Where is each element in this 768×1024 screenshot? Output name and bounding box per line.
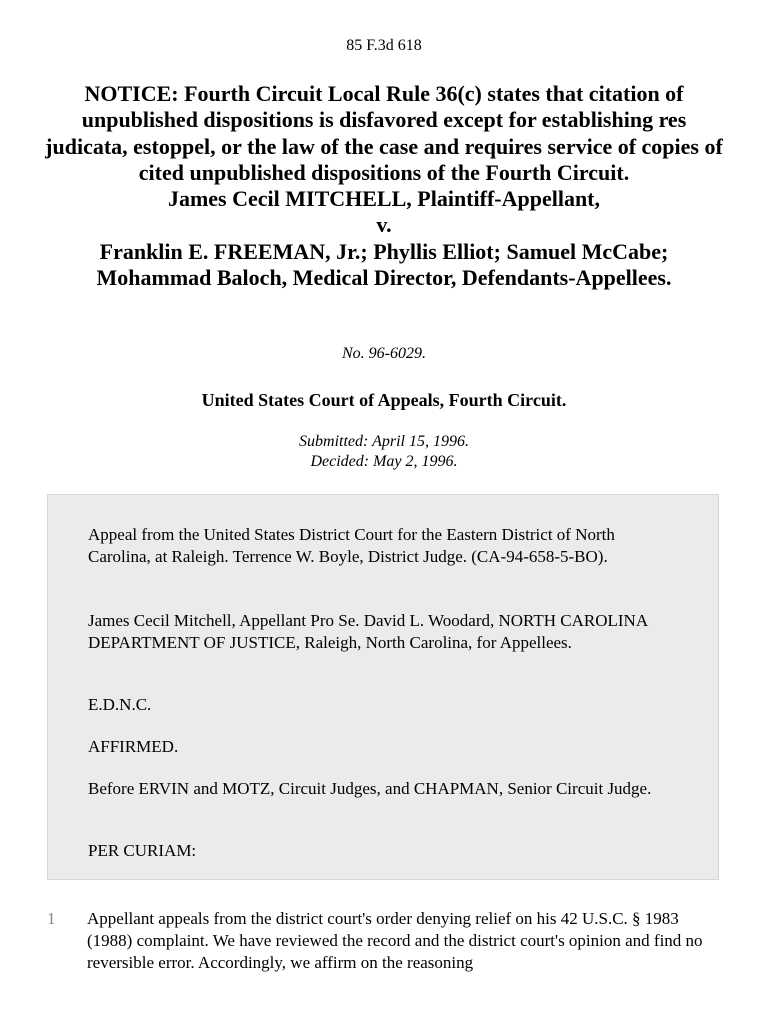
- case-citation: 85 F.3d 618: [346, 37, 422, 54]
- case-dates: [0, 432, 768, 472]
- appeal-from-text: Appeal from the United States District Court for the Eastern District of North Carolina, at Raleigh. Terrence W. Boyle, District Judge. (CA-94-658-5-BO).: [88, 525, 615, 566]
- district-text: E.D.N.C.: [88, 695, 152, 714]
- panel-text: Before ERVIN and MOTZ, Circuit Judges, and CHAPMAN, Senior Circuit Judge.: [88, 779, 652, 798]
- disposition-text: AFFIRMED.: [88, 737, 179, 756]
- syllabus-box: [47, 494, 719, 880]
- defendants-names: Franklin E. FREEMAN, Jr.; Phyllis Elliot; Samuel McCabe; Mohammad Baloch, Medical Director, Defendants-Appellees.: [96, 238, 672, 291]
- notice-text: NOTICE: Fourth Circuit Local Rule 36(c) states that citation of unpublished dispositions is disfavored except for establishing res judicata, estoppel, or the law of the case and requires service of copies of cited unpublished dispositions of the Fourth Circuit.: [45, 81, 723, 185]
- court-name: United States Court of Appeals, Fourth Circuit.: [201, 390, 567, 410]
- author-text: PER CURIAM:: [88, 841, 197, 860]
- decided-date: Decided: May 2, 1996.: [310, 453, 458, 470]
- plaintiff-name: James Cecil MITCHELL, Plaintiff-Appellant,: [167, 186, 601, 212]
- paragraph-text: Appellant appeals from the district court's order denying relief on his 42 U.S.C. § 1983 (1988) complaint. We have reviewed the record and the district court's opinion and find no reversible error. Accordingly, we affirm on the reasoning: [87, 909, 703, 972]
- counsel-text: James Cecil Mitchell, Appellant Pro Se. David L. Woodard, NORTH CAROLINA DEPARTMENT OF JUSTICE, Raleigh, North Carolina, for Appellees.: [88, 611, 648, 652]
- paragraph-number: 1: [47, 909, 56, 928]
- case-title-block: [40, 81, 728, 291]
- versus-label: v.: [376, 212, 392, 238]
- docket-number: No. 96-6029.: [342, 345, 426, 362]
- submitted-date: Submitted: April 15, 1996.: [299, 433, 469, 450]
